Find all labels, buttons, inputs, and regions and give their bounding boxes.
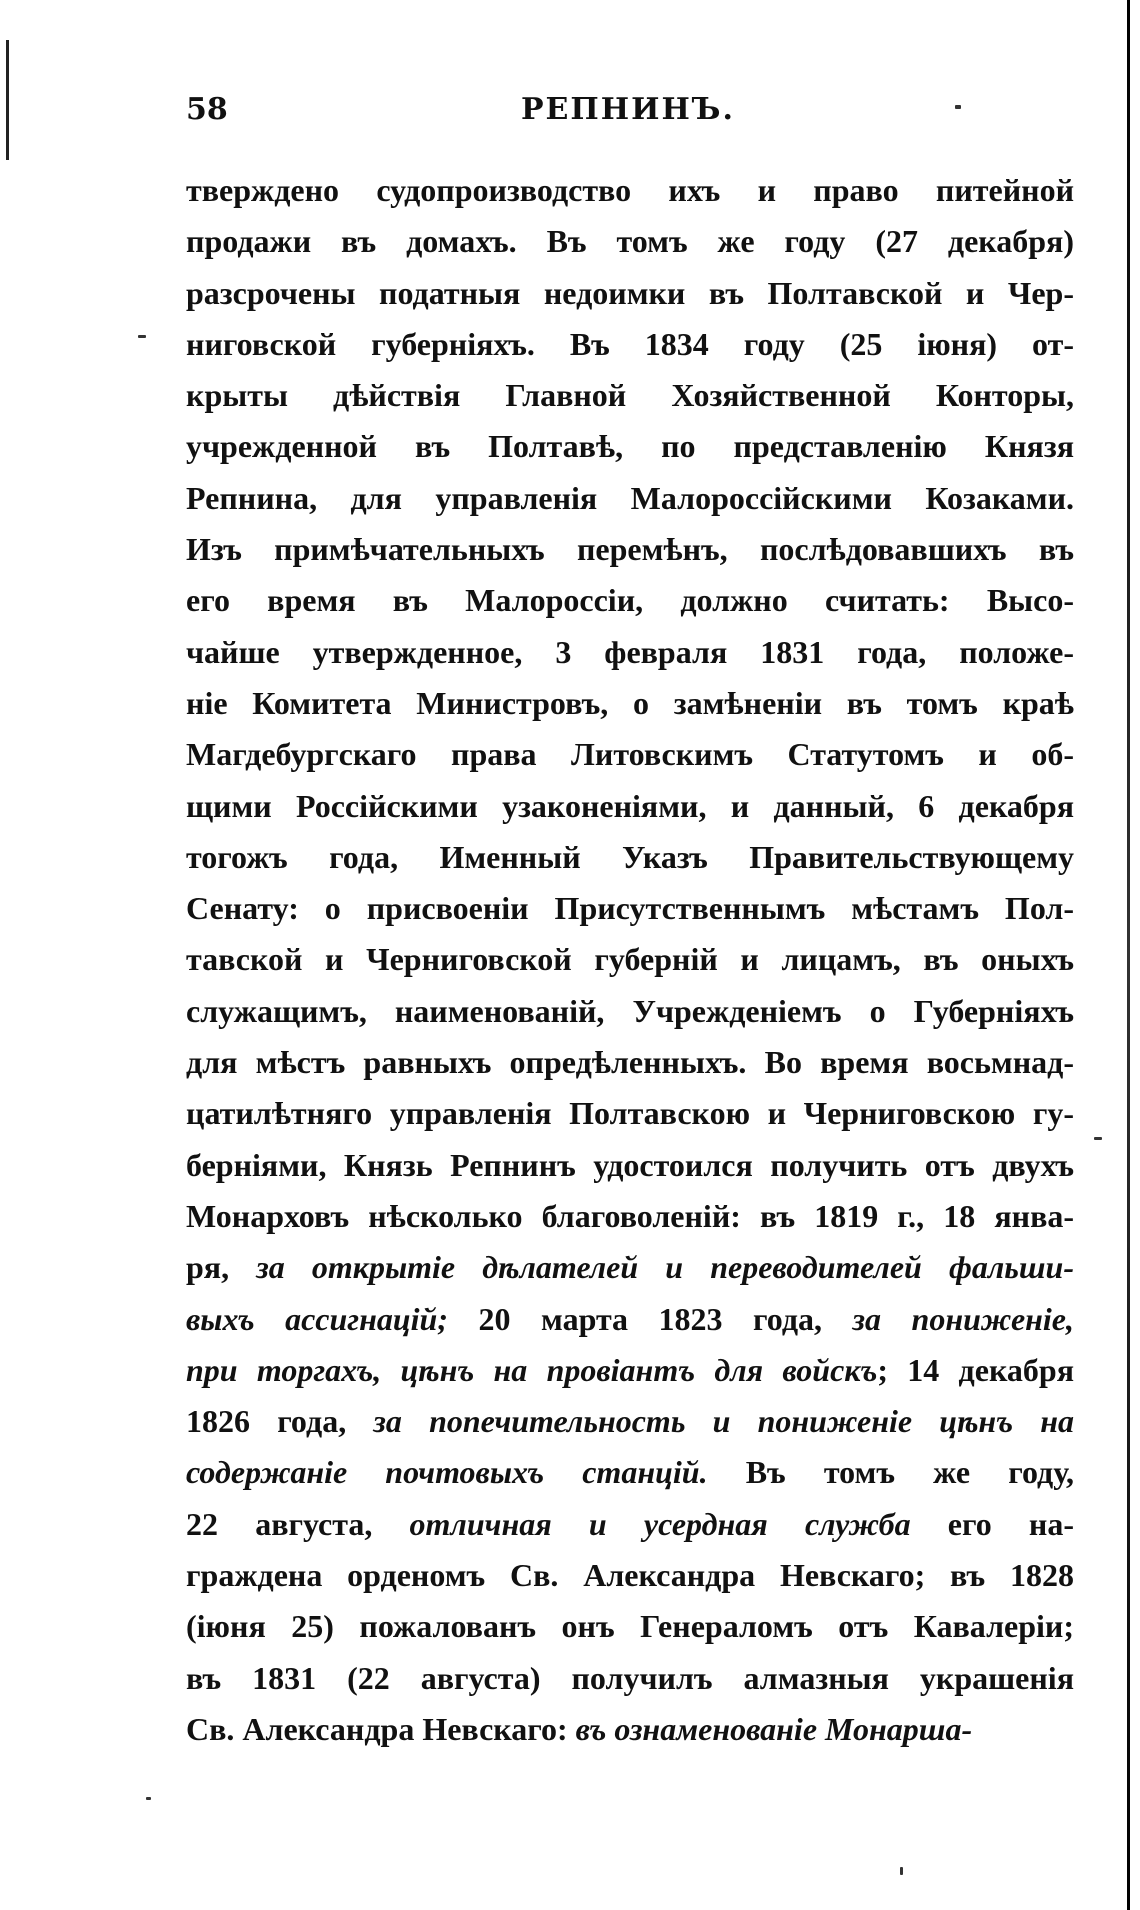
text-line bbox=[186, 165, 1074, 216]
text-line bbox=[186, 1294, 1074, 1345]
scan-speck bbox=[955, 105, 961, 109]
text-segment: 22 августа, bbox=[186, 1505, 410, 1542]
italic-text-segment: въ ознаменованіе Монарша- bbox=[575, 1710, 973, 1747]
text-segment: граждена орденомъ Св. Александра Невскаго; въ 1828 bbox=[186, 1557, 1074, 1594]
text-line bbox=[186, 1242, 1074, 1293]
text-segment: Репнина, для управленія Малороссійскими Козаками. bbox=[186, 479, 1074, 516]
text-segment: 20 марта 1823 года, bbox=[447, 1300, 853, 1337]
text-line bbox=[186, 1088, 1074, 1139]
text-segment: разсрочены податныя недоимки въ Полтавской и Чер- bbox=[186, 274, 1074, 311]
page-header bbox=[186, 92, 1066, 132]
text-line bbox=[186, 1447, 1074, 1498]
text-segment: 1826 года, bbox=[186, 1403, 374, 1440]
text-segment: Изъ примѣчательныхъ перемѣнъ, послѣдовавшихъ въ bbox=[186, 531, 1074, 568]
scan-speck bbox=[1094, 1137, 1102, 1140]
text-line bbox=[186, 268, 1074, 319]
text-line bbox=[186, 934, 1074, 985]
text-line bbox=[186, 627, 1074, 678]
text-segment: чайше утвержденное, 3 февраля 1831 года, положе- bbox=[186, 633, 1074, 670]
text-segment: ; 14 декабря bbox=[877, 1351, 1074, 1388]
text-line bbox=[186, 421, 1074, 472]
text-segment: продажи въ домахъ. Въ томъ же году (27 декабря) bbox=[186, 223, 1074, 260]
text-segment: для мѣстъ равныхъ опредѣленныхъ. Во время восьмнад- bbox=[186, 1044, 1074, 1081]
text-line bbox=[186, 1037, 1074, 1088]
text-line bbox=[186, 1653, 1074, 1704]
text-segment: служащимъ, наименованій, Учрежденіемъ о Губерніяхъ bbox=[186, 992, 1074, 1029]
text-segment: Монарховъ нѣсколько благоволеній: въ 1819 г., 18 янва- bbox=[186, 1197, 1074, 1234]
text-segment: (іюня 25) пожалованъ онъ Генераломъ отъ Кавалеріи; bbox=[186, 1608, 1074, 1645]
text-line bbox=[186, 678, 1074, 729]
italic-text-segment: при торгахъ, цѣнъ на провіантъ для войскъ bbox=[186, 1351, 878, 1388]
text-line bbox=[186, 1140, 1074, 1191]
text-segment: Сенату: о присвоеніи Присутственнымъ мѣстамъ Пол- bbox=[186, 890, 1074, 927]
text-line bbox=[186, 986, 1074, 1037]
scan-speck bbox=[146, 1797, 151, 1800]
page-left-edge-mark bbox=[6, 40, 9, 160]
scan-speck bbox=[138, 335, 146, 338]
italic-text-segment: отличная и усердная служба bbox=[409, 1505, 911, 1542]
text-line bbox=[186, 832, 1074, 883]
text-segment: ря, bbox=[186, 1249, 257, 1286]
text-segment: крыты дѣйствія Главной Хозяйственной Конторы, bbox=[186, 377, 1074, 414]
text-line bbox=[186, 319, 1074, 370]
scan-speck bbox=[900, 1867, 903, 1875]
text-segment: тавской и Черниговской губерній и лицамъ, въ оныхъ bbox=[186, 941, 1074, 978]
italic-text-segment: выхъ ассигнацій; bbox=[186, 1300, 448, 1337]
text-line bbox=[186, 524, 1074, 575]
text-segment: тогожъ года, Именный Указъ Правительствующему bbox=[186, 838, 1074, 875]
text-line bbox=[186, 216, 1074, 267]
text-segment: его на- bbox=[910, 1505, 1075, 1542]
text-line bbox=[186, 883, 1074, 934]
text-line bbox=[186, 1396, 1074, 1447]
italic-text-segment: за открытіе дѣлателей и переводителей фальши- bbox=[256, 1249, 1075, 1286]
body-text bbox=[186, 165, 1074, 1755]
text-line bbox=[186, 1499, 1074, 1550]
page-right-edge bbox=[1127, 0, 1130, 1910]
text-line bbox=[186, 370, 1074, 421]
text-segment: тверждено судопроизводство ихъ и право питейной bbox=[186, 172, 1074, 208]
italic-text-segment: за попечительность и пониженіе цѣнъ на bbox=[373, 1403, 1075, 1440]
text-segment: ніе Комитета Министровъ, о замѣненіи въ томъ краѣ bbox=[186, 684, 1074, 721]
text-line bbox=[186, 1601, 1074, 1652]
text-line bbox=[186, 1345, 1074, 1396]
text-segment: ниговской губерніяхъ. Въ 1834 году (25 іюня) от- bbox=[186, 325, 1074, 362]
text-line bbox=[186, 1704, 1074, 1755]
text-line bbox=[186, 575, 1074, 626]
text-segment: цатилѣтняго управленія Полтавскою и Черниговскою гу- bbox=[186, 1095, 1074, 1132]
italic-text-segment: содержаніе почтовыхъ станцій. bbox=[186, 1454, 708, 1491]
text-line bbox=[186, 1191, 1074, 1242]
text-segment: Въ томъ же году, bbox=[707, 1454, 1075, 1491]
text-line bbox=[186, 1550, 1074, 1601]
text-segment: щими Россійскими узаконеніями, и данный, 6 декабря bbox=[186, 787, 1074, 824]
text-segment: учрежденной въ Полтавѣ, по представленію Князя bbox=[186, 428, 1074, 465]
page-number: 58 bbox=[186, 92, 228, 127]
text-line bbox=[186, 781, 1074, 832]
italic-text-segment: за пониженіе, bbox=[852, 1300, 1074, 1337]
text-segment: берніями, Князь Репнинъ удостоился получить отъ двухъ bbox=[186, 1146, 1074, 1183]
text-segment: его время въ Малороссіи, должно считать: Высо- bbox=[186, 582, 1074, 619]
text-line bbox=[186, 473, 1074, 524]
text-segment: въ 1831 (22 августа) получилъ алмазныя украшенія bbox=[186, 1659, 1074, 1696]
text-segment: Магдебургскаго права Литовскимъ Статутомъ и об- bbox=[186, 736, 1074, 773]
text-line bbox=[186, 729, 1074, 780]
text-segment: Св. Александра Невскаго: bbox=[186, 1710, 576, 1747]
running-head: РЕПНИНЪ. bbox=[521, 92, 735, 127]
